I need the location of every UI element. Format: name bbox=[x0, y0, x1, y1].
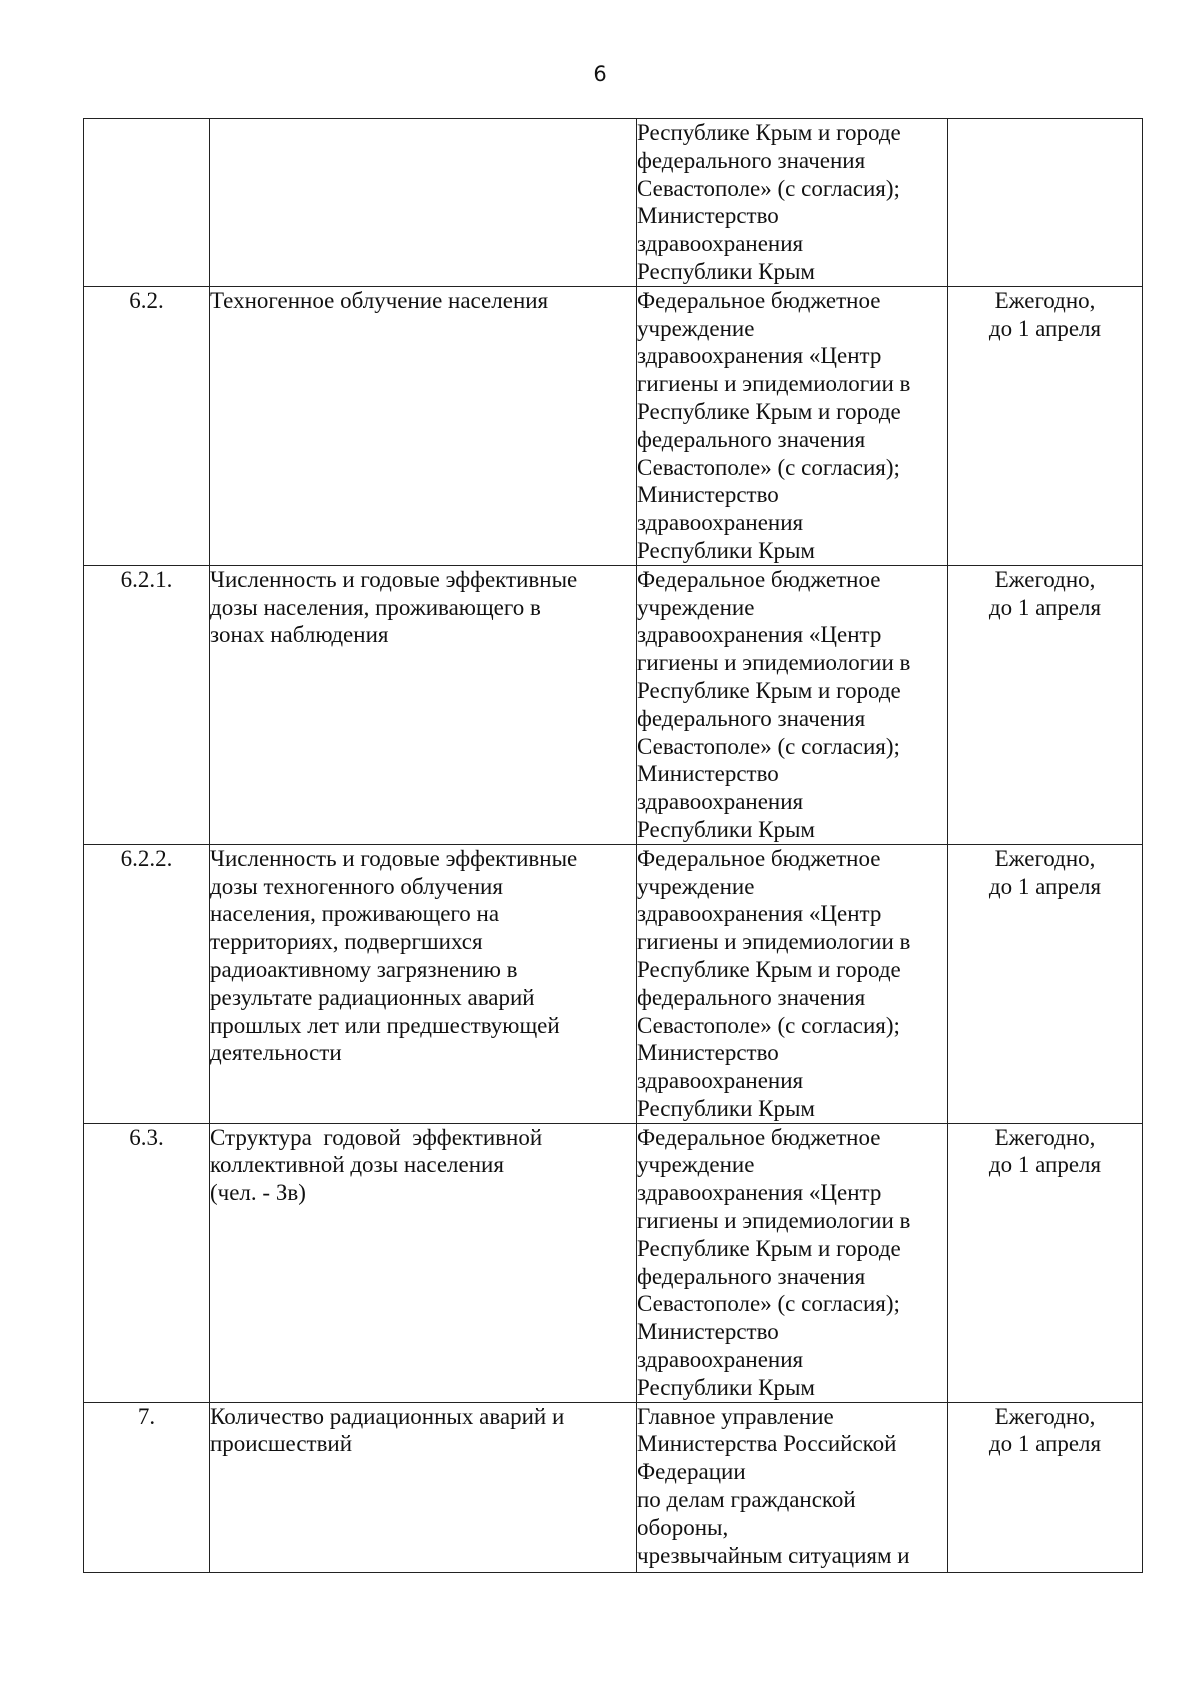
deadline-cell bbox=[948, 286, 1143, 565]
text-line: Севастополе» (с согласия); bbox=[637, 733, 900, 759]
text-line: Главное управление bbox=[637, 1403, 834, 1429]
item-number-cell: 6.3. bbox=[84, 1123, 210, 1402]
text-line: гигиены и эпидемиологии в bbox=[637, 650, 911, 676]
deadline-cell bbox=[948, 119, 1143, 287]
table-row bbox=[84, 119, 1143, 287]
text-line: здравоохранения «Центр bbox=[637, 1180, 882, 1206]
text-line: гигиены и эпидемиологии в bbox=[637, 1208, 911, 1234]
text-line: Министерство bbox=[637, 1319, 779, 1345]
text-line: гигиены и эпидемиологии в bbox=[637, 371, 911, 397]
item-number-cell: 7. bbox=[84, 1402, 210, 1572]
text-line: здравоохранения «Центр bbox=[637, 343, 882, 369]
deadline-cell bbox=[948, 844, 1143, 1123]
text-line: Федеральное бюджетное bbox=[637, 1124, 881, 1150]
text-line: Министерство bbox=[637, 482, 779, 508]
text-line: Министерство bbox=[637, 203, 779, 229]
text-line: Ежегодно, bbox=[994, 1403, 1096, 1429]
text-line: Министерство bbox=[637, 1040, 779, 1066]
text-line: Республики Крым bbox=[637, 1374, 815, 1400]
text-line: Количество радиационных аварий и bbox=[210, 1403, 565, 1429]
indicator-name-cell bbox=[210, 286, 637, 565]
text-line: Ежегодно, bbox=[994, 566, 1096, 592]
text-line: радиоактивному загрязнению в bbox=[210, 956, 518, 982]
text-line: Республике Крым и городе bbox=[637, 956, 901, 982]
text-line: здравоохранения bbox=[637, 1068, 804, 1094]
item-number-cell: 6.2.2. bbox=[84, 844, 210, 1123]
text-line: учреждение bbox=[637, 873, 755, 899]
text-line: до 1 апреля bbox=[988, 873, 1102, 899]
text-line: Республике Крым и городе bbox=[637, 120, 901, 145]
responsible-cell bbox=[637, 1402, 948, 1572]
table-row bbox=[84, 1123, 1143, 1402]
deadline-cell bbox=[948, 565, 1143, 844]
table-row bbox=[84, 1402, 1143, 1572]
deadline-cell bbox=[948, 1123, 1143, 1402]
text-line: (чел. - Зв) bbox=[210, 1180, 306, 1206]
text-line: Ежегодно, bbox=[994, 1124, 1096, 1150]
text-line: Республике Крым и городе bbox=[637, 398, 901, 424]
text-line: Республики Крым bbox=[637, 258, 815, 284]
text-line: Федеральное бюджетное bbox=[637, 845, 881, 871]
text-line: дозы техногенного облучения bbox=[210, 873, 503, 899]
text-line: здравоохранения bbox=[637, 789, 804, 815]
indicator-name-cell bbox=[210, 844, 637, 1123]
text-line: Численность и годовые эффективные bbox=[210, 845, 578, 871]
text-line: Министерства Российской bbox=[637, 1431, 897, 1457]
text-line: населения, проживающего на bbox=[210, 901, 500, 927]
text-line: чрезвычайным ситуациям и bbox=[637, 1542, 910, 1568]
text-line: федерального значения bbox=[637, 984, 866, 1010]
text-line: федерального значения bbox=[637, 147, 866, 173]
text-line: Техногенное облучение населения bbox=[210, 287, 549, 313]
text-line: федерального значения bbox=[637, 705, 866, 731]
text-line: гигиены и эпидемиологии в bbox=[637, 929, 911, 955]
item-number-cell bbox=[84, 119, 210, 287]
responsible-cell bbox=[637, 565, 948, 844]
responsible-cell bbox=[637, 286, 948, 565]
text-line: Севастополе» (с согласия); bbox=[637, 1291, 900, 1317]
text-line: обороны, bbox=[637, 1514, 729, 1540]
text-line: учреждение bbox=[637, 1152, 755, 1178]
responsible-cell bbox=[637, 1123, 948, 1402]
text-line: Федерации bbox=[637, 1459, 746, 1485]
text-line: зонах наблюдения bbox=[210, 622, 389, 648]
text-line: до 1 апреля bbox=[988, 594, 1102, 620]
text-line: Республики Крым bbox=[637, 1095, 815, 1121]
text-line: Ежегодно, bbox=[994, 287, 1096, 313]
indicator-name-cell bbox=[210, 119, 637, 287]
text-line: Структура годовой эффективной bbox=[210, 1124, 543, 1150]
table-row bbox=[84, 565, 1143, 844]
text-line: Республики Крым bbox=[637, 816, 815, 842]
text-line: Численность и годовые эффективные bbox=[210, 566, 578, 592]
page-number: 6 bbox=[593, 62, 607, 86]
text-line: Федеральное бюджетное bbox=[637, 566, 881, 592]
item-number-cell: 6.2.1. bbox=[84, 565, 210, 844]
text-line: учреждение bbox=[637, 315, 755, 341]
text-line: Федеральное бюджетное bbox=[637, 287, 881, 313]
text-line: Республики Крым bbox=[637, 537, 815, 563]
text-line: до 1 апреля bbox=[988, 1152, 1102, 1178]
indicator-name-cell bbox=[210, 565, 637, 844]
text-line: Республике Крым и городе bbox=[637, 677, 901, 703]
text-line: учреждение bbox=[637, 594, 755, 620]
text-line: здравоохранения «Центр bbox=[637, 901, 882, 927]
text-line: прошлых лет или предшествующей bbox=[210, 1012, 560, 1038]
text-line: федерального значения bbox=[637, 1263, 866, 1289]
text-line: Севастополе» (с согласия); bbox=[637, 175, 900, 201]
table-row bbox=[84, 286, 1143, 565]
text-line: до 1 апреля bbox=[988, 1431, 1102, 1457]
data-table bbox=[83, 118, 1143, 1573]
text-line: Севастополе» (с согласия); bbox=[637, 454, 900, 480]
text-line: Севастополе» (с согласия); bbox=[637, 1012, 900, 1038]
text-line: территориях, подвергшихся bbox=[210, 929, 483, 955]
text-line: здравоохранения bbox=[637, 231, 804, 257]
text-line: здравоохранения «Центр bbox=[637, 622, 882, 648]
table-row bbox=[84, 844, 1143, 1123]
text-line: Ежегодно, bbox=[994, 845, 1096, 871]
text-line: федерального значения bbox=[637, 426, 866, 452]
text-line: результате радиационных аварий bbox=[210, 984, 535, 1010]
text-line: здравоохранения bbox=[637, 1347, 804, 1373]
deadline-cell bbox=[948, 1402, 1143, 1572]
text-line: происшествий bbox=[210, 1431, 353, 1457]
text-line: здравоохранения bbox=[637, 510, 804, 536]
indicator-name-cell bbox=[210, 1123, 637, 1402]
item-number-cell: 6.2. bbox=[84, 286, 210, 565]
responsible-cell bbox=[637, 119, 948, 287]
text-line: коллективной дозы населения bbox=[210, 1152, 504, 1178]
text-line: дозы населения, проживающего в bbox=[210, 594, 541, 620]
responsible-cell bbox=[637, 844, 948, 1123]
text-line: по делам гражданской bbox=[637, 1487, 856, 1513]
text-line: деятельности bbox=[210, 1040, 342, 1066]
text-line: до 1 апреля bbox=[988, 315, 1102, 341]
text-line: Республике Крым и городе bbox=[637, 1235, 901, 1261]
indicator-name-cell bbox=[210, 1402, 637, 1572]
text-line: Министерство bbox=[637, 761, 779, 787]
